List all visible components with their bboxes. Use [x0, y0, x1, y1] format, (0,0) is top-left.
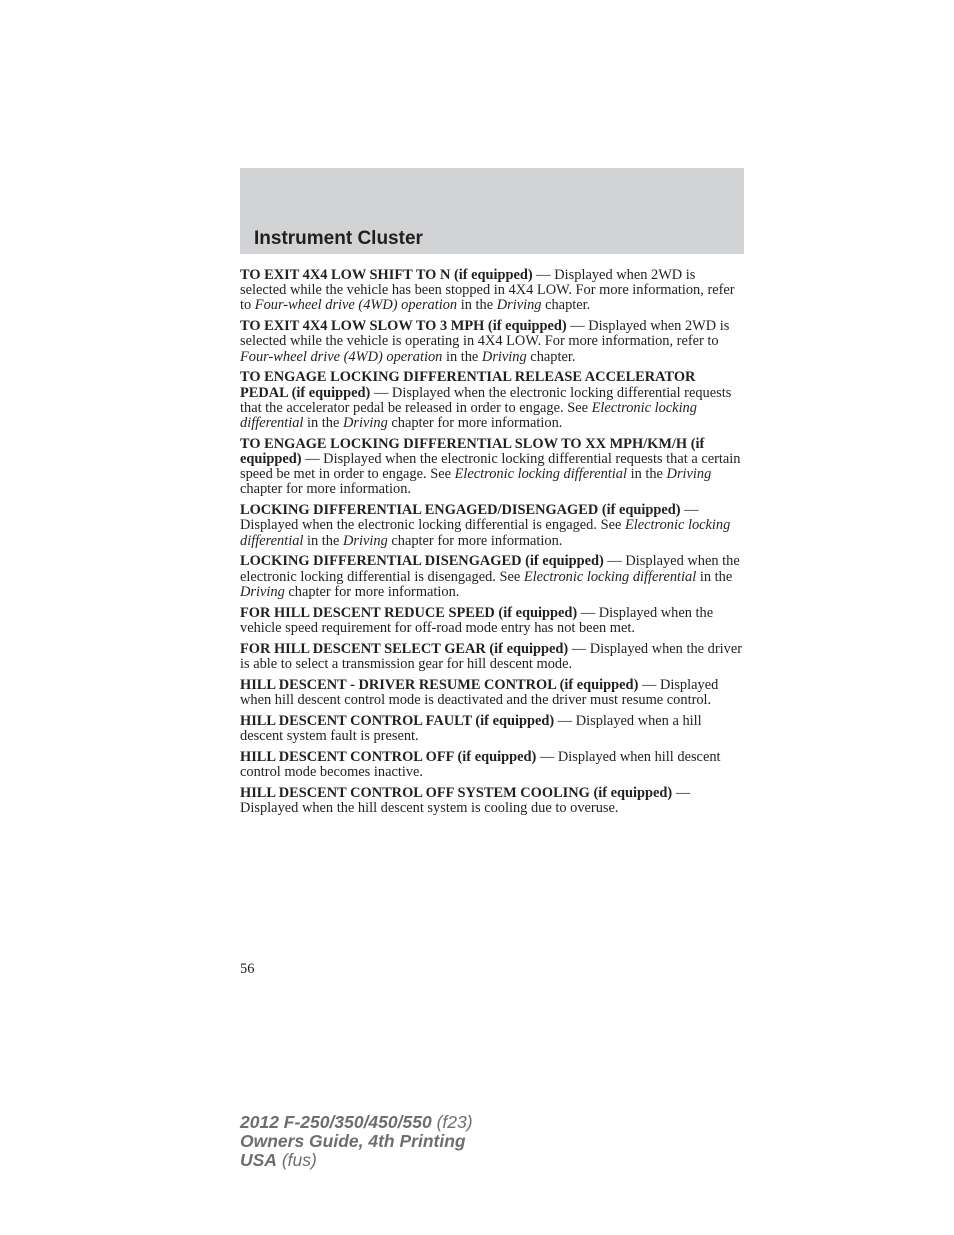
message-heading: TO ENGAGE LOCKING DIFFERENTIAL RELEASE ACCELERATOR PEDAL (if equipped) [240, 369, 696, 401]
message-heading: FOR HILL DESCENT REDUCE SPEED (if equipped) [240, 604, 578, 621]
message-entry: FOR HILL DESCENT SELECT GEAR (if equipped) — Displayed when the driver is able to select a transmission gear for hill descent mode. [240, 640, 742, 672]
document-footer [240, 1113, 473, 1170]
message-entry: HILL DESCENT CONTROL FAULT (if equipped) — Displayed when a hill descent system fault is present. [240, 712, 702, 744]
message-entry: TO EXIT 4X4 LOW SLOW TO 3 MPH (if equipped) — Displayed when 2WD is selected while the vehicle is operating in 4X4 LOW. For more information, refer to Four-wheel drive (4WD) operation in the Driving chapter. [240, 318, 730, 365]
chapter-reference: Driving [343, 532, 388, 549]
message-entry: LOCKING DIFFERENTIAL DISENGAGED (if equipped) — Displayed when the electronic locking differential is disengaged. See Electronic locking differential in the Driving chapter for more information. [240, 553, 740, 600]
message-entry: HILL DESCENT CONTROL OFF SYSTEM COOLING (if equipped) — Displayed when the hill descent system is cooling due to overuse. [240, 784, 691, 816]
message-heading: HILL DESCENT - DRIVER RESUME CONTROL (if equipped) [240, 676, 639, 693]
message-heading: TO EXIT 4X4 LOW SLOW TO 3 MPH (if equipped) [240, 318, 567, 335]
message-heading: HILL DESCENT CONTROL OFF SYSTEM COOLING (if equipped) [240, 784, 673, 801]
message-heading: FOR HILL DESCENT SELECT GEAR (if equipped) [240, 640, 569, 657]
message-heading: HILL DESCENT CONTROL FAULT (if equipped) [240, 712, 555, 729]
chapter-reference: Driving [240, 583, 285, 600]
chapter-reference: Driving [496, 297, 542, 314]
footer-market-line: USA (fus) [240, 1150, 317, 1170]
chapter-reference: Driving [666, 466, 712, 483]
page-number: 56 [240, 961, 255, 977]
message-entry: FOR HILL DESCENT REDUCE SPEED (if equipped) — Displayed when the vehicle speed requirement for off-road mode entry has not been met. [240, 604, 714, 636]
message-entry: TO ENGAGE LOCKING DIFFERENTIAL SLOW TO XX MPH/KM/H (if equipped) — Displayed when the electronic locking differential requests that a certain speed be met in order to engage. See Electronic locking differential in the Driving chapter for more information. [240, 435, 741, 498]
cross-reference: Electronic locking differential [523, 568, 697, 585]
message-heading: HILL DESCENT CONTROL OFF (if equipped) [240, 748, 537, 765]
chapter-reference: Driving [343, 415, 388, 432]
cross-reference: Four-wheel drive (4WD) operation [254, 297, 458, 314]
cross-reference: Electronic locking differential [240, 399, 697, 432]
message-entry: HILL DESCENT CONTROL OFF (if equipped) — Displayed when hill descent control mode becomes inactive. [240, 748, 721, 780]
section-title: Instrument Cluster [254, 228, 423, 249]
footer-model-line: 2012 F-250/350/450/550 (f23) [240, 1112, 473, 1132]
message-entry: HILL DESCENT - DRIVER RESUME CONTROL (if equipped) — Displayed when hill descent control mode is deactivated and the driver must resume control. [240, 676, 719, 708]
cross-reference: Four-wheel drive (4WD) operation [240, 348, 443, 365]
section-header-band [240, 168, 744, 254]
cross-reference: Electronic locking differential [240, 517, 731, 549]
message-heading: TO ENGAGE LOCKING DIFFERENTIAL SLOW TO XX MPH/KM/H (if equipped) [240, 435, 705, 468]
chapter-reference: Driving [481, 348, 527, 365]
message-heading: LOCKING DIFFERENTIAL DISENGAGED (if equipped) [240, 553, 604, 570]
message-entry: TO ENGAGE LOCKING DIFFERENTIAL RELEASE ACCELERATOR PEDAL (if equipped) — Displayed when the electronic locking differential requests that the accelerator pedal be released in order to engage. See Electronic locking differential in the Driving chapter for more information. [240, 369, 732, 432]
message-list [240, 268, 744, 822]
cross-reference: Electronic locking differential [454, 466, 627, 483]
footer-edition-line: Owners Guide, 4th Printing [240, 1131, 466, 1151]
message-heading: TO EXIT 4X4 LOW SHIFT TO N (if equipped) [240, 267, 533, 283]
message-entry: TO EXIT 4X4 LOW SHIFT TO N (if equipped) — Displayed when 2WD is selected while the vehicle has been stopped in 4X4 LOW. For more information, refer to Four-wheel drive (4WD) operation in the Driving chapter. [240, 267, 735, 314]
message-entry: LOCKING DIFFERENTIAL ENGAGED/DISENGAGED (if equipped) — Displayed when the electronic locking differential is engaged. See Electronic locking differential in the Driving chapter for more information. [240, 502, 731, 549]
message-heading: LOCKING DIFFERENTIAL ENGAGED/DISENGAGED (if equipped) [240, 502, 681, 519]
